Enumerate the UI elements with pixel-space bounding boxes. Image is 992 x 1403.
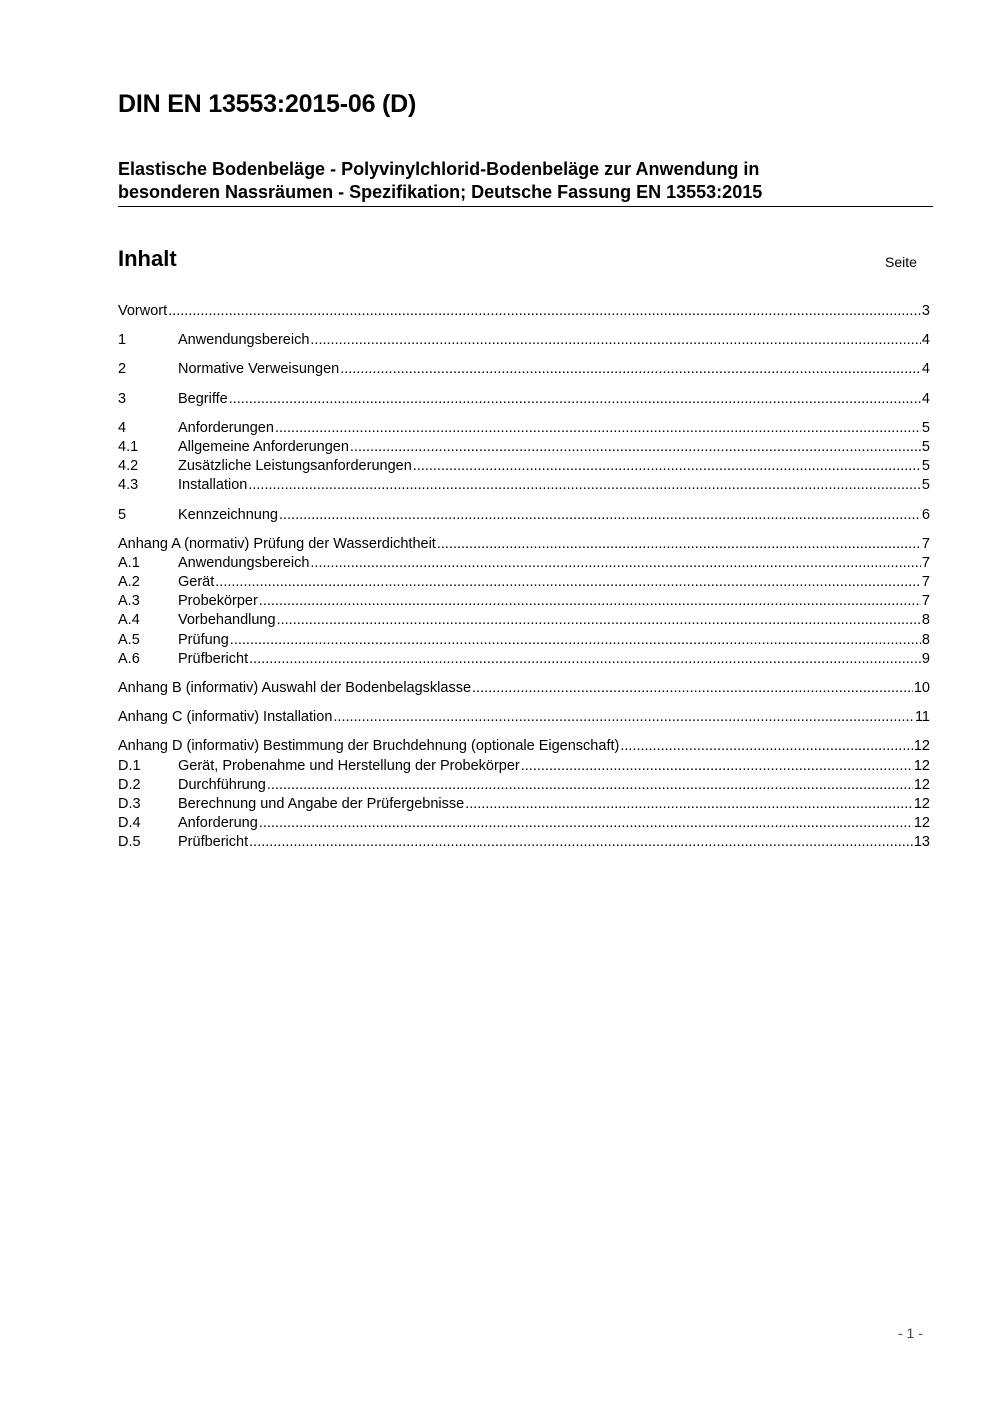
toc-dot-leader: [249, 650, 921, 669]
toc-entry[interactable]: [118, 573, 930, 592]
toc-entry-page: 5: [921, 477, 930, 494]
toc-dot-leader: [275, 419, 921, 438]
toc-entry[interactable]: [118, 438, 930, 457]
toc-heading: Inhalt: [118, 246, 177, 271]
toc-entry-page: 12: [913, 757, 930, 774]
toc-entry-page: 7: [921, 535, 930, 552]
toc-entry-number: 4.2: [118, 458, 139, 475]
toc-entry-page: 4: [921, 332, 930, 349]
toc-entry[interactable]: [118, 419, 930, 438]
toc-entry-page: 13: [913, 834, 930, 851]
toc-dot-leader: [215, 573, 921, 592]
document-title-line-1: Elastische Bodenbeläge - Polyvinylchlorid-Bodenbeläge zur Anwendung in: [118, 159, 760, 179]
toc-entry-page: 4: [921, 390, 930, 407]
toc-entry-number: 2: [118, 361, 127, 378]
toc-entry-number: A.5: [118, 631, 140, 648]
toc-entry-label: Vorwort: [118, 303, 168, 319]
toc-entry-label: Anhang B (informativ) Auswahl der Bodenbelagsklasse: [118, 680, 472, 696]
toc-dot-leader: [277, 611, 921, 630]
toc-dot-leader: [465, 795, 913, 814]
toc-entry-page: 6: [921, 506, 930, 523]
toc-entry-page: 12: [913, 795, 930, 812]
toc-entry-number: D.5: [118, 834, 141, 851]
toc-entry-page: 11: [914, 709, 930, 726]
toc-entry[interactable]: [118, 506, 930, 525]
toc-dot-leader: [168, 302, 921, 321]
toc-entry-number: A.4: [118, 612, 140, 629]
toc-group: [118, 331, 930, 350]
toc-dot-leader: [437, 535, 921, 554]
document-title: [118, 158, 933, 204]
toc-entry-number: 5: [118, 506, 127, 523]
toc-entry-label: Gerät, Probenahme und Herstellung der Probekörper: [178, 757, 520, 774]
toc-entry-number: 4.3: [118, 477, 139, 494]
toc-entry[interactable]: [118, 554, 930, 573]
toc-entry-page: 7: [921, 574, 930, 591]
toc-entry-label: Prüfbericht: [178, 650, 249, 667]
toc-entry-label: Prüfung: [178, 631, 229, 648]
table-of-contents: [118, 302, 930, 863]
toc-group: [118, 360, 930, 379]
toc-dot-leader: [620, 737, 913, 756]
toc-entry-label: Durchführung: [178, 776, 266, 793]
toc-entry-label: Anforderung: [178, 815, 258, 832]
toc-entry-label: Probekörper: [178, 593, 258, 610]
toc-entry[interactable]: [118, 390, 930, 409]
toc-dot-leader: [310, 554, 921, 573]
toc-entry-label: Anwendungsbereich: [178, 554, 310, 571]
toc-entry-number: A.2: [118, 574, 140, 591]
toc-entry[interactable]: [118, 737, 930, 756]
toc-dot-leader: [340, 360, 921, 379]
toc-dot-leader: [259, 592, 921, 611]
toc-dot-leader: [310, 331, 921, 350]
toc-entry[interactable]: [118, 535, 930, 554]
toc-entry[interactable]: [118, 833, 930, 852]
toc-entry-label: Anhang A (normativ) Prüfung der Wasserdichtheit: [118, 535, 436, 552]
toc-entry-page: 8: [921, 631, 930, 648]
toc-entry-page: 8: [921, 612, 930, 629]
toc-entry[interactable]: [118, 302, 930, 321]
toc-entry-number: 4.1: [118, 438, 139, 455]
toc-entry-label: Anhang C (informativ) Installation: [118, 709, 333, 726]
toc-dot-leader: [350, 438, 921, 457]
toc-entry-label: Kennzeichnung: [178, 506, 278, 523]
toc-entry-page: 5: [921, 458, 930, 475]
toc-entry-page: 7: [921, 593, 930, 610]
toc-entry-number: A.1: [118, 554, 140, 571]
toc-entry[interactable]: [118, 650, 930, 669]
toc-entry-page: 12: [913, 815, 930, 832]
toc-dot-leader: [521, 757, 913, 776]
toc-entry-page: 12: [913, 776, 930, 793]
toc-entry-label: Anwendungsbereich: [178, 332, 310, 349]
toc-entry-number: A.6: [118, 650, 140, 667]
toc-entry-label: Allgemeine Anforderungen: [178, 438, 349, 455]
toc-entry[interactable]: [118, 708, 930, 727]
toc-entry-number: D.3: [118, 795, 141, 812]
toc-dot-leader: [249, 833, 913, 852]
toc-entry[interactable]: [118, 476, 930, 495]
toc-group: [118, 506, 930, 525]
toc-entry[interactable]: [118, 757, 930, 776]
toc-entry-number: 3: [118, 390, 127, 407]
toc-entry-page: 4: [921, 361, 930, 378]
toc-entry[interactable]: [118, 611, 930, 630]
toc-entry-label: Installation: [178, 477, 248, 494]
toc-group: [118, 708, 930, 727]
toc-entry[interactable]: [118, 679, 930, 698]
toc-entry[interactable]: [118, 795, 930, 814]
toc-entry[interactable]: [118, 457, 930, 476]
toc-dot-leader: [267, 776, 913, 795]
toc-entry-number: D.1: [118, 757, 141, 774]
toc-entry-page: 5: [921, 419, 930, 436]
toc-entry-number: A.3: [118, 593, 140, 610]
toc-entry-label: Normative Verweisungen: [178, 361, 340, 378]
toc-entry-label: Begriffe: [178, 390, 228, 407]
toc-entry-label: Anhang D (informativ) Bestimmung der Bruchdehnung (optionale Eigenschaft): [118, 738, 620, 755]
toc-page-column-label: Seite: [885, 254, 917, 270]
toc-entry-page: 12: [913, 738, 930, 755]
toc-dot-leader: [413, 457, 921, 476]
toc-entry-label: Vorbehandlung: [178, 612, 276, 629]
toc-entry-page: 5: [921, 438, 930, 455]
toc-entry-label: Anforderungen: [178, 419, 274, 436]
toc-dot-leader: [472, 679, 913, 698]
toc-group: [118, 679, 930, 698]
toc-entry[interactable]: [118, 592, 930, 611]
document-id: DIN EN 13553:2015-06 (D): [118, 90, 417, 118]
toc-entry-number: 1: [118, 332, 127, 349]
footer-page-number: - 1 -: [898, 1325, 923, 1341]
toc-entry-page: 3: [921, 303, 930, 319]
toc-entry-page: 7: [921, 554, 930, 571]
toc-entry-label: Gerät: [178, 574, 215, 591]
toc-entry[interactable]: [118, 776, 930, 795]
toc-entry-page: 9: [921, 650, 930, 667]
toc-entry[interactable]: [118, 631, 930, 650]
toc-group: [118, 737, 930, 852]
toc-dot-leader: [248, 476, 921, 495]
toc-entry[interactable]: [118, 814, 930, 833]
toc-dot-leader: [229, 390, 921, 409]
toc-dot-leader: [279, 506, 921, 525]
toc-entry-number: D.2: [118, 776, 141, 793]
toc-entry[interactable]: [118, 331, 930, 350]
document-title-line-2: besonderen Nassräumen - Spezifikation; Deutsche Fassung EN 13553:2015: [118, 182, 763, 202]
toc-entry[interactable]: [118, 360, 930, 379]
toc-entry-number: 4: [118, 419, 127, 436]
toc-group: [118, 535, 930, 669]
toc-group: [118, 390, 930, 409]
toc-group: [118, 302, 930, 321]
toc-entry-page: 10: [913, 680, 930, 696]
toc-entry-label: Berechnung und Angabe der Prüfergebnisse: [178, 795, 465, 812]
toc-dot-leader: [333, 708, 914, 727]
toc-group: [118, 419, 930, 496]
toc-entry-number: D.4: [118, 815, 141, 832]
title-divider: [118, 206, 933, 207]
toc-entry-label: Zusätzliche Leistungsanforderungen: [178, 458, 412, 475]
toc-entry-label: Prüfbericht: [178, 834, 249, 851]
toc-dot-leader: [230, 631, 921, 650]
toc-dot-leader: [259, 814, 913, 833]
